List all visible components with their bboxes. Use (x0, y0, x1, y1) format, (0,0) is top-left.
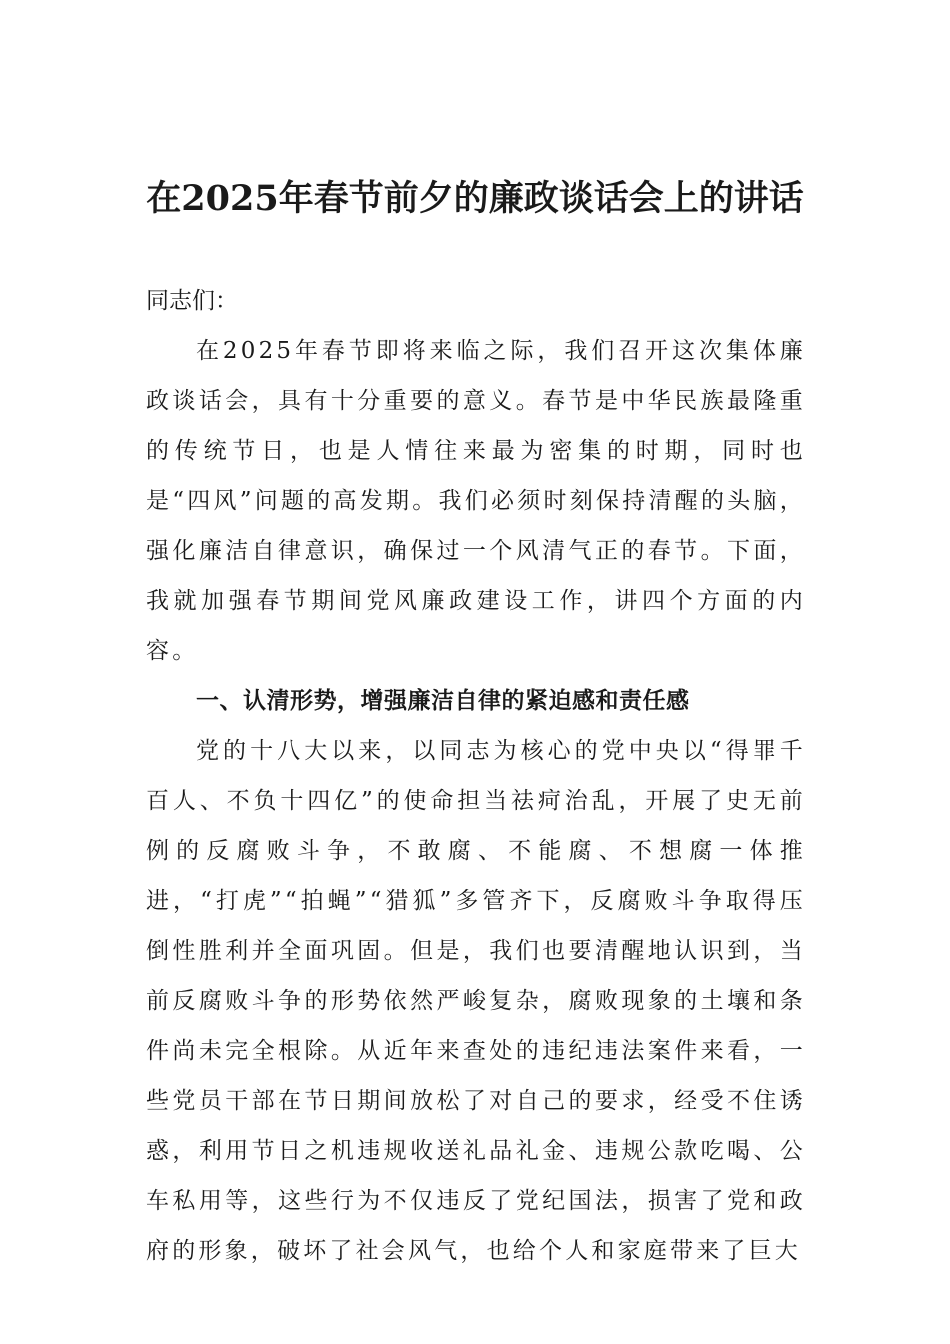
section-heading-1: 一、认清形势，增强廉洁自律的紧迫感和责任感 (196, 688, 690, 714)
salutation: 同志们： (146, 288, 238, 314)
paragraph-intro: 在2025年春节即将来临之际，我们召开这次集体廉政谈话会，具有十分重要的意义。春节是中华民族最隆重的传统节日，也是人情往来最为密集的时期，同时也是“四风”问题的高发期。我们必须时刻保持清醒的头脑，强化廉洁自律意识，确保过一个风清气正的春节。下面，我就加强春节期间党风廉政建设工作，讲四个方面的内容。 (146, 338, 806, 664)
document-title: 在2025年春节前夕的廉政谈话会上的讲话 (146, 178, 804, 219)
paragraph-section-1: 党的十八大以来，以同志为核心的党中央以“得罪千百人、不负十四亿”的使命担当祛疴治乱，开展了史无前例的反腐败斗争，不敢腐、不能腐、不想腐一体推进，“打虎”“拍蝇”“猎狐”多管齐下，反腐败斗争取得压倒性胜利并全面巩固。但是，我们也要清醒地认识到，当前反腐败斗争的形势依然严峻复杂，腐败现象的土壤和条件尚未完全根除。从近年来查处的违纪违法案件来看，一些党员干部在节日期间放松了对自己的要求，经受不住诱惑，利用节日之机违规收送礼品礼金、违规公款吃喝、公车私用等，这些行为不仅违反了党纪国法，损害了党和政府的形象，破坏了社会风气，也给个人和家庭带来了巨大 (146, 738, 806, 1264)
document-body (146, 276, 806, 1276)
